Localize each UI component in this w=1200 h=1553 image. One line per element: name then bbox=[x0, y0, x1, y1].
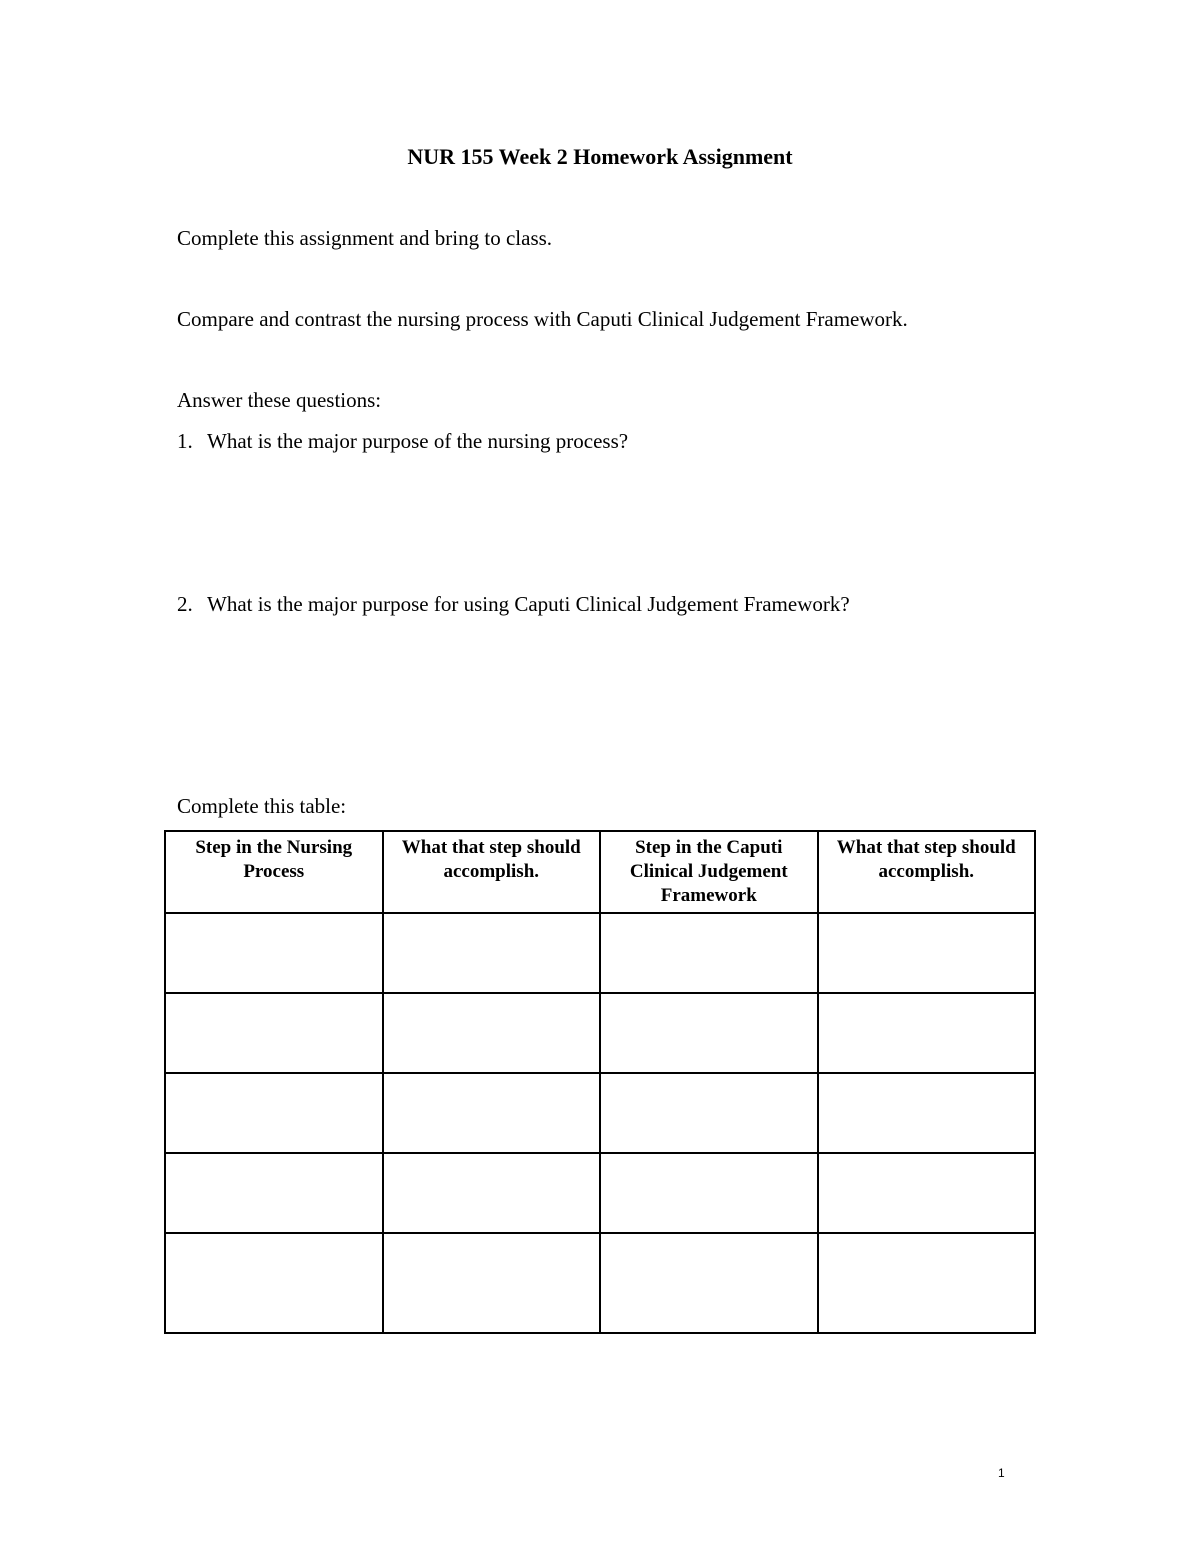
table-row bbox=[165, 1153, 1035, 1233]
question-1-number: 1. bbox=[177, 429, 193, 453]
question-2-text: What is the major purpose for using Caputi Clinical Judgement Framework? bbox=[207, 592, 850, 616]
table-heading: Complete this table: bbox=[177, 794, 347, 818]
page-number: 1 bbox=[998, 1466, 1005, 1480]
question-1-text: What is the major purpose of the nursing process? bbox=[207, 429, 629, 453]
table-cell[interactable] bbox=[165, 1153, 383, 1233]
table-row bbox=[165, 1233, 1035, 1333]
header-nursing-accomplish: What that step should accomplish. bbox=[383, 831, 601, 913]
table-cell[interactable] bbox=[600, 913, 818, 993]
table-cell[interactable] bbox=[600, 993, 818, 1073]
header-caputi-accomplish: What that step should accomplish. bbox=[818, 831, 1036, 913]
instruction-text: Complete this assignment and bring to class. bbox=[177, 226, 553, 250]
table-cell[interactable] bbox=[165, 1073, 383, 1153]
table-cell[interactable] bbox=[818, 993, 1036, 1073]
questions-heading: Answer these questions: bbox=[177, 388, 382, 412]
header-nursing-step: Step in the Nursing Process bbox=[165, 831, 383, 913]
table-cell[interactable] bbox=[818, 913, 1036, 993]
question-2-number: 2. bbox=[177, 592, 193, 616]
table-cell[interactable] bbox=[383, 913, 601, 993]
table-cell[interactable] bbox=[600, 1233, 818, 1333]
table-header-row bbox=[165, 831, 1035, 913]
table-cell[interactable] bbox=[383, 1073, 601, 1153]
table-cell[interactable] bbox=[818, 1073, 1036, 1153]
table-cell[interactable] bbox=[383, 993, 601, 1073]
table-row bbox=[165, 1073, 1035, 1153]
table-row bbox=[165, 913, 1035, 993]
table-cell[interactable] bbox=[383, 1153, 601, 1233]
document-title: NUR 155 Week 2 Homework Assignment bbox=[407, 144, 793, 169]
table-cell[interactable] bbox=[600, 1153, 818, 1233]
table-cell[interactable] bbox=[165, 1233, 383, 1333]
comparison-table bbox=[164, 830, 1036, 1334]
table-cell[interactable] bbox=[383, 1233, 601, 1333]
table-cell[interactable] bbox=[600, 1073, 818, 1153]
table-cell[interactable] bbox=[818, 1153, 1036, 1233]
question-2 bbox=[177, 590, 850, 618]
table-cell[interactable] bbox=[165, 993, 383, 1073]
header-caputi-step: Step in the Caputi Clinical Judgement Framework bbox=[600, 831, 818, 913]
question-1 bbox=[177, 427, 628, 455]
prompt-text: Compare and contrast the nursing process with Caputi Clinical Judgement Framework. bbox=[177, 307, 908, 331]
table-cell[interactable] bbox=[818, 1233, 1036, 1333]
table-row bbox=[165, 993, 1035, 1073]
table-cell[interactable] bbox=[165, 913, 383, 993]
